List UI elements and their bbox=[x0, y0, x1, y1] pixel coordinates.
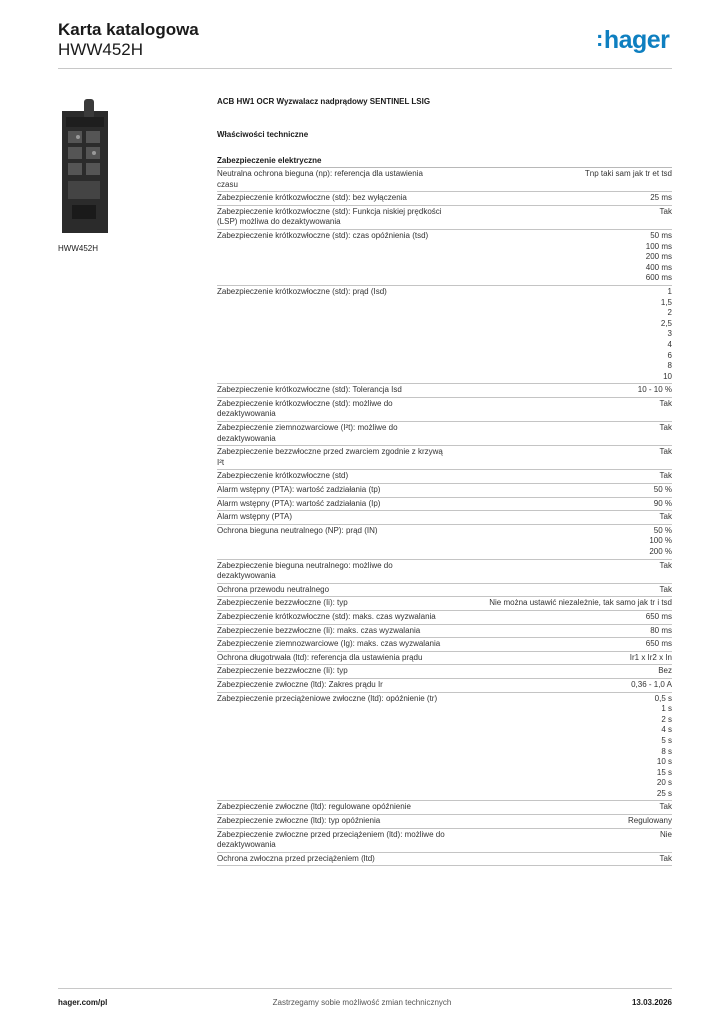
spec-value-line: 100 ms bbox=[645, 241, 672, 251]
hager-logo: :hager bbox=[596, 26, 670, 54]
spec-row bbox=[217, 511, 672, 525]
spec-value bbox=[660, 830, 672, 851]
spec-value bbox=[660, 423, 672, 444]
spec-row bbox=[217, 853, 672, 867]
spec-value-line: Ir1 x Ir2 x In bbox=[629, 652, 672, 662]
product-title: ACB HW1 OCR Wyzwalacz nadprądowy SENTINEL LSIG bbox=[217, 97, 431, 106]
spec-row bbox=[217, 560, 672, 584]
spec-value bbox=[660, 585, 672, 596]
spec-label: Alarm wstępny (PTA) bbox=[217, 512, 292, 522]
spec-value bbox=[660, 854, 672, 865]
product-image bbox=[58, 97, 112, 235]
spec-value-line: 3 bbox=[667, 329, 672, 339]
spec-value bbox=[649, 526, 672, 558]
spec-value-line: 8 bbox=[667, 361, 672, 371]
spec-value-line: 0,36 - 1,0 A bbox=[631, 679, 672, 689]
spec-value-line: 50 ms bbox=[650, 230, 672, 240]
spec-label: Zabezpieczenie zwłoczne przed przeciążeniem (ltd): możliwe do dezaktywowania bbox=[217, 829, 445, 850]
spec-value-line: 80 ms bbox=[650, 625, 672, 635]
spec-value-line: 2 s bbox=[661, 714, 672, 724]
document-title: Karta katalogowa bbox=[58, 20, 199, 39]
spec-label: Alarm wstępny (PTA): wartość zadziałania (Ip) bbox=[217, 498, 381, 508]
group-title: Zabezpieczenie elektryczne bbox=[217, 156, 672, 168]
spec-row bbox=[217, 422, 672, 446]
spec-label: Ochrona długotrwała (ltd): referencja dla ustawienia prądu bbox=[217, 652, 423, 662]
spec-row bbox=[217, 398, 672, 422]
spec-row bbox=[217, 192, 672, 206]
spec-row bbox=[217, 665, 672, 679]
spec-label: Ochrona zwłoczna przed przeciążeniem (ltd) bbox=[217, 853, 375, 863]
spec-table bbox=[217, 168, 672, 866]
spec-row bbox=[217, 525, 672, 560]
spec-value-line: 90 % bbox=[653, 498, 672, 508]
spec-label: Ochrona bieguna neutralnego (NP): prąd (IN) bbox=[217, 525, 378, 535]
spec-label: Zabezpieczenie krótkozwłoczne (std): Tolerancja Isd bbox=[217, 385, 402, 395]
spec-value bbox=[631, 680, 672, 691]
spec-value-line: Bez bbox=[658, 666, 672, 676]
spec-row bbox=[217, 679, 672, 693]
footer-website[interactable]: hager.com/pl bbox=[58, 998, 108, 1007]
spec-value-line: 6 bbox=[667, 350, 672, 360]
document-header bbox=[58, 20, 199, 60]
spec-value-line: 600 ms bbox=[645, 273, 672, 283]
spec-value bbox=[654, 499, 672, 510]
header-divider bbox=[58, 68, 672, 69]
spec-label: Zabezpieczenie bezzwłoczne (Ii): typ bbox=[217, 598, 348, 608]
spec-value-line: 5 s bbox=[661, 735, 672, 745]
spec-value bbox=[660, 561, 672, 582]
spec-row bbox=[217, 168, 672, 192]
spec-value bbox=[654, 485, 672, 496]
spec-value-line: 650 ms bbox=[645, 639, 672, 649]
spec-value-line: 400 ms bbox=[645, 262, 672, 272]
spec-label: Zabezpieczenie krótkozwłoczne (std): bez wyłączenia bbox=[217, 193, 407, 203]
footer-disclaimer: Zastrzegamy sobie możliwość zmian technicznych bbox=[272, 998, 452, 1007]
spec-row bbox=[217, 625, 672, 639]
spec-row bbox=[217, 230, 672, 286]
spec-value-line: Tak bbox=[659, 802, 672, 812]
spec-value bbox=[660, 471, 672, 482]
spec-value-line: Tnp taki sam jak tr et tsd bbox=[584, 169, 672, 178]
image-caption: HWW452H bbox=[58, 244, 99, 253]
spec-row bbox=[217, 498, 672, 512]
spec-value bbox=[650, 626, 672, 637]
spec-value bbox=[655, 694, 672, 800]
section-title: Właściwości techniczne bbox=[217, 130, 309, 139]
spec-value-line: Tak bbox=[659, 398, 672, 408]
spec-value-line: 50 % bbox=[653, 525, 672, 535]
spec-value-line: 20 s bbox=[656, 778, 672, 788]
spec-value-line: 15 s bbox=[656, 767, 672, 777]
spec-value bbox=[660, 512, 672, 523]
spec-row bbox=[217, 446, 672, 470]
spec-value bbox=[660, 802, 672, 813]
spec-value-line: 100 % bbox=[649, 536, 672, 546]
spec-row bbox=[217, 286, 672, 384]
spec-label: Zabezpieczenie krótkozwłoczne (std) bbox=[217, 471, 349, 481]
spec-value-line: 1,5 bbox=[660, 297, 672, 307]
spec-value-line: Tak bbox=[659, 206, 672, 216]
specifications bbox=[217, 97, 672, 866]
spec-label: Neutralna ochrona bieguna (np): referencja dla ustawienia czasu bbox=[217, 169, 423, 189]
spec-value-line: Tak bbox=[659, 584, 672, 594]
spec-value bbox=[646, 231, 672, 284]
spec-row bbox=[217, 384, 672, 398]
spec-value-line: 2 bbox=[667, 308, 672, 318]
spec-label: Zabezpieczenie bezzwłoczne (Ii): typ bbox=[217, 666, 348, 676]
spec-value-line: Tak bbox=[659, 471, 672, 481]
spec-label: Zabezpieczenie zwłoczne (ltd): typ opóźnienia bbox=[217, 816, 381, 826]
spec-value-line: Nie można ustawić niezależnie, tak samo jak tr i tsd bbox=[489, 598, 672, 608]
spec-value-line: 10 - 10 % bbox=[637, 385, 672, 395]
spec-value-line: 25 ms bbox=[650, 193, 672, 203]
spec-row bbox=[217, 584, 672, 598]
spec-value-line: 4 bbox=[667, 339, 672, 349]
footer-date: 13.03.2026 bbox=[631, 998, 672, 1007]
spec-value-line: 0,5 s bbox=[654, 693, 672, 703]
spec-label: Zabezpieczenie krótkozwłoczne (std): prąd (Isd) bbox=[217, 286, 387, 296]
spec-value-line: Tak bbox=[659, 560, 672, 570]
spec-value-line: 2,5 bbox=[660, 318, 672, 328]
logo-text: hager bbox=[603, 26, 670, 54]
spec-value-line: Tak bbox=[659, 423, 672, 433]
spec-label: Zabezpieczenie ziemnozwarciowe (Ig): maks. czas wyzwalania bbox=[217, 639, 441, 649]
spec-value-line: Regulowany bbox=[627, 816, 672, 826]
footer-divider bbox=[58, 988, 672, 989]
spec-value bbox=[650, 193, 672, 204]
spec-value bbox=[489, 598, 672, 609]
spec-label: Zabezpieczenie bezzwłoczne przed zwarciem zgodnie z krzywą I²t bbox=[217, 447, 443, 467]
spec-value-line: Tak bbox=[659, 447, 672, 457]
spec-label: Zabezpieczenie zwłoczne (ltd): regulowane opóźnienie bbox=[217, 802, 411, 812]
spec-value-line: Nie bbox=[659, 829, 672, 839]
spec-row bbox=[217, 611, 672, 625]
spec-value-line: 10 s bbox=[656, 757, 672, 767]
spec-row bbox=[217, 470, 672, 484]
spec-value-line: 8 s bbox=[661, 746, 672, 756]
product-code: HWW452H bbox=[58, 40, 144, 59]
spec-value bbox=[628, 816, 672, 827]
spec-row bbox=[217, 638, 672, 652]
spec-value bbox=[661, 287, 672, 382]
spec-value-line: 200 ms bbox=[645, 252, 672, 262]
spec-value-line: Tak bbox=[659, 512, 672, 522]
spec-value-line: 1 bbox=[667, 286, 672, 296]
spec-row bbox=[217, 206, 672, 230]
spec-value-line: 10 bbox=[663, 371, 672, 381]
spec-value bbox=[660, 399, 672, 420]
spec-value bbox=[660, 207, 672, 228]
spec-row bbox=[217, 597, 672, 611]
spec-row bbox=[217, 801, 672, 815]
spec-value bbox=[585, 169, 672, 190]
spec-label: Ochrona przewodu neutralnego bbox=[217, 584, 330, 594]
spec-value bbox=[658, 666, 672, 677]
spec-value-line: 650 ms bbox=[645, 611, 672, 621]
spec-value-line: 25 s bbox=[656, 788, 672, 798]
spec-label: Zabezpieczenie ziemnozwarciowe (I²t): możliwe do dezaktywowania bbox=[217, 423, 398, 443]
spec-label: Alarm wstępny (PTA): wartość zadziałania (tp) bbox=[217, 485, 381, 495]
spec-label: Zabezpieczenie krótkozwłoczne (std): Funkcja niskiej prędkości (LSP) możliwa do dezaktywowania bbox=[217, 206, 442, 227]
spec-label: Zabezpieczenie zwłoczne (ltd): Zakres prądu Ir bbox=[217, 679, 383, 689]
spec-value bbox=[660, 447, 672, 468]
spec-label: Zabezpieczenie bieguna neutralnego: możliwe do dezaktywowania bbox=[217, 560, 393, 581]
spec-label: Zabezpieczenie krótkozwłoczne (std): czas opóźnienia (tsd) bbox=[217, 230, 429, 240]
spec-value-line: 1 s bbox=[661, 704, 672, 714]
spec-value-line: 200 % bbox=[649, 547, 672, 556]
spec-value bbox=[646, 612, 672, 623]
spec-value bbox=[638, 385, 672, 396]
spec-row bbox=[217, 815, 672, 829]
spec-label: Zabezpieczenie bezzwłoczne (Ii): maks. czas wyzwalania bbox=[217, 625, 421, 635]
spec-label: Zabezpieczenie krótkozwłoczne (std): możliwe do dezaktywowania bbox=[217, 398, 393, 419]
spec-row bbox=[217, 484, 672, 498]
spec-value bbox=[630, 653, 672, 664]
spec-row bbox=[217, 829, 672, 853]
spec-row bbox=[217, 652, 672, 666]
spec-value bbox=[646, 639, 672, 650]
spec-label: Zabezpieczenie przeciążeniowe zwłoczne (ltd): opóźnienie (tr) bbox=[217, 693, 438, 703]
spec-value-line: 4 s bbox=[661, 725, 672, 735]
spec-value-line: 50 % bbox=[653, 485, 672, 495]
spec-value-line: Tak bbox=[659, 853, 672, 863]
spec-label: Zabezpieczenie krótkozwłoczne (std): maks. czas wyzwalania bbox=[217, 611, 436, 621]
spec-row bbox=[217, 693, 672, 802]
